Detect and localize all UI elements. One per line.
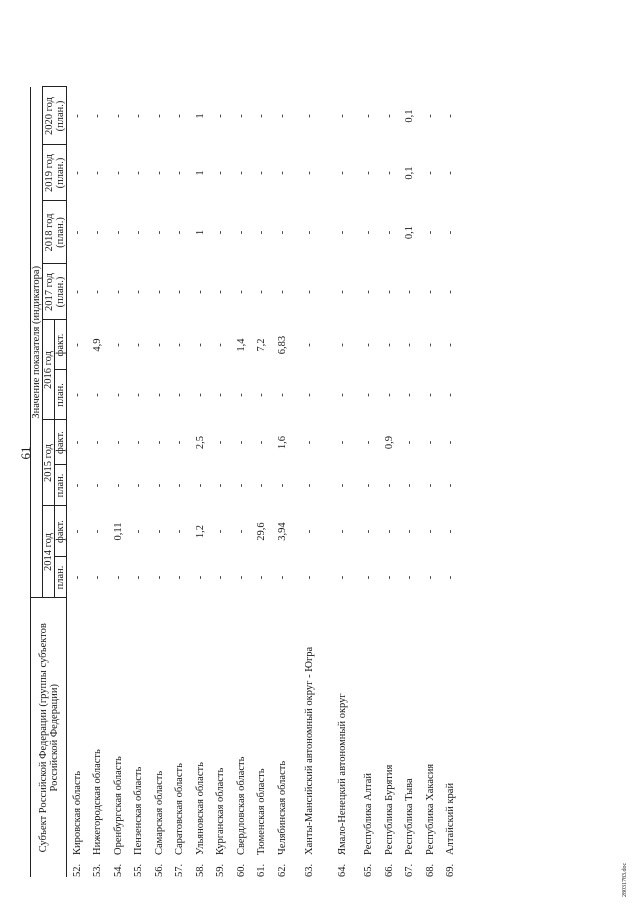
value-cell: - — [235, 114, 247, 118]
value-cell: - — [194, 575, 206, 580]
value-cell: - — [235, 393, 247, 397]
region-name: Свердловская область — [235, 756, 247, 855]
value-cell: - — [424, 393, 436, 397]
indicator-table — [30, 87, 461, 878]
value-cell: - — [71, 529, 83, 534]
value-cell: - — [256, 290, 268, 294]
value-cell: - — [174, 393, 186, 397]
value-cell: - — [174, 343, 186, 347]
value-cell: - — [383, 393, 395, 397]
value-cell: - — [71, 483, 83, 488]
value-cell: - — [71, 171, 83, 175]
value-cell: - — [133, 393, 145, 397]
value-cell: - — [383, 343, 395, 347]
value-cell: - — [112, 290, 124, 294]
value-cell: - — [383, 230, 395, 235]
region-name: Ханты-Мансийский автономный округ - Югра — [303, 646, 315, 855]
value-cell: - — [363, 575, 375, 580]
value-cell: - — [363, 230, 375, 235]
value-cell: - — [383, 171, 395, 175]
year-2020-header: 2020 год (план.) — [43, 87, 67, 145]
value-cell: - — [133, 575, 145, 580]
value-cell: - — [71, 230, 83, 235]
value-cell: - — [424, 440, 436, 445]
value-cell: - — [194, 483, 206, 488]
value-cell: - — [256, 171, 268, 175]
value-cell: 1,4 — [235, 338, 247, 352]
value-cell: - — [383, 290, 395, 294]
value-cell: - — [112, 575, 124, 580]
value-cell: - — [92, 171, 104, 175]
value-cell: - — [303, 483, 315, 488]
value-cell: - — [276, 575, 288, 580]
value-cell: - — [133, 114, 145, 118]
value-group-header: Значение показателя (индикатора) — [31, 87, 43, 598]
value-cell: - — [92, 440, 104, 445]
value-cell: - — [303, 114, 315, 118]
row-number: 58. — [194, 863, 206, 877]
region-name: Ульяновская область — [194, 762, 206, 855]
value-cell: - — [92, 575, 104, 580]
value-cell: - — [303, 575, 315, 580]
value-cell: - — [424, 114, 436, 118]
value-cell: - — [153, 343, 165, 347]
value-cell: - — [336, 529, 348, 534]
fact-2015-header: факт. — [55, 420, 67, 465]
value-cell: - — [153, 440, 165, 445]
value-cell: 6,83 — [276, 335, 288, 355]
table-row — [231, 87, 252, 877]
value-cell: 29,6 — [256, 522, 268, 541]
value-cell: - — [174, 575, 186, 580]
value-cell: - — [404, 529, 416, 534]
value-cell: - — [336, 171, 348, 175]
value-cell: - — [215, 290, 227, 294]
value-cell: - — [303, 393, 315, 397]
value-cell: - — [153, 290, 165, 294]
value-cell: - — [303, 290, 315, 294]
table-row — [359, 87, 380, 877]
region-name: Челябинская область — [276, 760, 288, 855]
document-code: 28031783.doc — [622, 862, 628, 897]
value-cell: - — [92, 483, 104, 488]
value-cell: - — [215, 114, 227, 118]
value-cell: - — [174, 114, 186, 118]
table-row — [441, 87, 462, 877]
value-cell: 0,1 — [404, 225, 416, 240]
value-cell: - — [276, 290, 288, 294]
page-number: 61 — [18, 446, 33, 460]
value-cell: - — [276, 393, 288, 397]
value-cell: - — [256, 575, 268, 580]
value-cell: - — [276, 230, 288, 235]
value-cell: - — [235, 290, 247, 294]
value-cell: - — [336, 343, 348, 347]
table-row — [326, 87, 359, 877]
value-cell: - — [174, 290, 186, 294]
value-cell: 1 — [194, 229, 206, 236]
year-2014-header: 2014 год — [43, 506, 55, 598]
value-cell: 1,6 — [276, 435, 288, 450]
value-cell: - — [215, 393, 227, 397]
row-number: 55. — [133, 863, 145, 877]
table-row — [293, 87, 326, 877]
row-number: 62. — [276, 863, 288, 877]
value-cell: 0,11 — [112, 522, 124, 541]
year-2016-header: 2016 год — [43, 320, 55, 420]
region-name: Республика Хакасия — [424, 763, 436, 855]
value-cell: - — [404, 483, 416, 488]
row-number: 63. — [303, 863, 315, 877]
table-row — [129, 87, 150, 877]
value-cell: - — [112, 393, 124, 397]
table-row — [190, 87, 211, 877]
plan-2016-header: план. — [55, 370, 67, 420]
value-cell: - — [153, 483, 165, 488]
region-name: Курганская область — [215, 767, 227, 855]
value-cell: - — [215, 440, 227, 445]
value-cell: - — [383, 529, 395, 534]
value-cell: - — [256, 114, 268, 118]
value-cell: - — [112, 483, 124, 488]
value-cell: - — [112, 230, 124, 235]
table-row — [88, 87, 109, 877]
row-number: 60. — [235, 863, 247, 877]
value-cell: - — [445, 529, 457, 534]
value-cell: - — [215, 483, 227, 488]
value-cell: - — [363, 393, 375, 397]
value-cell: - — [71, 290, 83, 294]
plan-2015-header: план. — [55, 465, 67, 506]
value-cell: - — [336, 290, 348, 294]
value-cell: - — [112, 171, 124, 175]
value-cell: - — [235, 483, 247, 488]
value-cell: 0,1 — [404, 166, 416, 180]
region-name: Тюменская область — [256, 768, 268, 855]
value-cell: - — [235, 575, 247, 580]
value-cell: - — [363, 343, 375, 347]
value-cell: - — [445, 393, 457, 397]
value-cell: - — [276, 171, 288, 175]
year-2018-header: 2018 год (план.) — [43, 201, 67, 264]
region-name: Самарская область — [153, 770, 165, 855]
table-row — [211, 87, 232, 877]
value-cell: - — [383, 114, 395, 118]
value-cell: - — [174, 440, 186, 445]
table-row — [400, 87, 421, 877]
value-cell: - — [363, 171, 375, 175]
value-cell: - — [71, 114, 83, 118]
value-cell: 4,9 — [92, 338, 104, 352]
row-number: 61. — [256, 863, 268, 877]
value-cell: - — [445, 230, 457, 235]
value-cell: 2,5 — [194, 435, 206, 450]
value-cell: - — [71, 343, 83, 347]
region-name: Саратовская область — [174, 763, 186, 855]
value-cell: - — [303, 230, 315, 235]
region-name: Республика Алтай — [363, 772, 375, 855]
region-name: Республика Тыва — [404, 778, 416, 855]
value-cell: - — [404, 343, 416, 347]
value-cell: - — [153, 114, 165, 118]
value-cell: - — [133, 290, 145, 294]
value-cell: - — [336, 114, 348, 118]
value-cell: - — [215, 343, 227, 347]
value-cell: - — [445, 171, 457, 175]
region-name: Республика Бурятия — [383, 764, 395, 855]
table-row — [170, 87, 191, 877]
value-cell: - — [215, 575, 227, 580]
table-body — [67, 87, 462, 877]
value-cell: - — [133, 483, 145, 488]
value-cell: 3,94 — [276, 522, 288, 541]
value-cell: - — [363, 440, 375, 445]
value-cell: - — [445, 483, 457, 488]
value-cell: - — [194, 290, 206, 294]
value-cell: - — [336, 230, 348, 235]
value-cell: - — [133, 343, 145, 347]
value-cell: - — [153, 171, 165, 175]
subject-header: Субъект Российской Федерации (группы субъектов Российской Федерации) — [31, 598, 67, 877]
table-row — [420, 87, 441, 877]
value-cell: - — [445, 114, 457, 118]
value-cell: - — [424, 230, 436, 235]
value-cell: - — [92, 114, 104, 118]
fact-2016-header: факт. — [55, 320, 67, 370]
region-name: Нижегородская область — [92, 749, 104, 855]
region-name: Оренбургская область — [112, 756, 124, 855]
row-number: 65. — [363, 863, 375, 877]
value-cell: - — [235, 529, 247, 534]
value-cell: - — [71, 393, 83, 397]
row-number: 66. — [383, 863, 395, 877]
value-cell: - — [215, 230, 227, 235]
value-cell: - — [383, 575, 395, 580]
value-cell: - — [424, 343, 436, 347]
value-cell: - — [235, 440, 247, 445]
value-cell: 1 — [194, 170, 206, 176]
value-cell: - — [71, 575, 83, 580]
value-cell: - — [256, 483, 268, 488]
value-cell: - — [383, 483, 395, 488]
value-cell: - — [424, 290, 436, 294]
value-cell: 1,2 — [194, 524, 206, 539]
value-cell: - — [404, 393, 416, 397]
value-cell: - — [256, 230, 268, 235]
value-cell: - — [256, 440, 268, 445]
value-cell: - — [336, 575, 348, 580]
value-cell: - — [174, 483, 186, 488]
table-row — [149, 87, 170, 877]
value-cell: - — [404, 290, 416, 294]
value-cell: - — [92, 290, 104, 294]
value-cell: - — [276, 483, 288, 488]
value-cell: - — [363, 290, 375, 294]
value-cell: 0,1 — [404, 109, 416, 123]
value-cell: - — [153, 575, 165, 580]
row-number: 56. — [153, 863, 165, 877]
table-row — [67, 87, 88, 877]
value-cell: - — [112, 343, 124, 347]
row-number: 54. — [112, 863, 124, 877]
value-cell: - — [445, 343, 457, 347]
value-cell: - — [303, 529, 315, 534]
value-cell: - — [92, 393, 104, 397]
value-cell: - — [256, 393, 268, 397]
value-cell: - — [363, 114, 375, 118]
value-cell: - — [133, 230, 145, 235]
value-cell: - — [445, 575, 457, 580]
row-number: 69. — [445, 863, 457, 877]
value-cell: - — [336, 393, 348, 397]
value-cell: - — [215, 529, 227, 534]
value-cell: - — [174, 529, 186, 534]
value-cell: - — [303, 343, 315, 347]
year-2017-header: 2017 год (план.) — [43, 264, 67, 320]
value-cell: - — [336, 440, 348, 445]
row-number: 59. — [215, 863, 227, 877]
value-cell: - — [445, 440, 457, 445]
value-cell: - — [133, 171, 145, 175]
value-cell: - — [404, 575, 416, 580]
value-cell: - — [363, 529, 375, 534]
value-cell: - — [133, 529, 145, 534]
value-cell: - — [153, 529, 165, 534]
value-cell: - — [303, 440, 315, 445]
value-cell: - — [133, 440, 145, 445]
value-cell: - — [112, 114, 124, 118]
value-cell: - — [235, 171, 247, 175]
value-cell: - — [71, 440, 83, 445]
value-cell: - — [445, 290, 457, 294]
value-cell: - — [235, 230, 247, 235]
region-name: Пензенская область — [133, 766, 145, 855]
value-cell: - — [363, 483, 375, 488]
value-cell: - — [194, 393, 206, 397]
value-cell: - — [215, 171, 227, 175]
plan-2014-header: план. — [55, 557, 67, 598]
row-number: 57. — [174, 863, 186, 877]
value-cell: - — [424, 529, 436, 534]
value-cell: 7,2 — [256, 338, 268, 352]
year-2019-header: 2019 год (план.) — [43, 145, 67, 201]
value-cell: - — [92, 230, 104, 235]
value-cell: - — [174, 230, 186, 235]
row-number: 52. — [71, 863, 83, 877]
value-cell: - — [424, 575, 436, 580]
table-row — [108, 87, 129, 877]
value-cell: - — [153, 230, 165, 235]
table-row — [272, 87, 293, 877]
table-row — [252, 87, 273, 877]
value-cell: - — [112, 440, 124, 445]
value-cell: - — [424, 171, 436, 175]
row-number: 67. — [404, 863, 416, 877]
value-cell: - — [153, 393, 165, 397]
value-cell: 1 — [194, 113, 206, 119]
region-name: Ямало-Ненецкий автономный округ — [336, 693, 348, 855]
value-cell: - — [303, 171, 315, 175]
fact-2014-header: факт. — [55, 506, 67, 557]
value-cell: - — [92, 529, 104, 534]
value-cell: - — [336, 483, 348, 488]
region-name: Алтайский край — [445, 782, 457, 855]
value-cell: - — [174, 171, 186, 175]
value-cell: 0,9 — [383, 435, 395, 450]
value-cell: - — [424, 483, 436, 488]
row-number: 53. — [92, 863, 104, 877]
row-number: 64. — [336, 863, 348, 877]
year-2015-header: 2015 год — [43, 420, 55, 506]
table-row — [379, 87, 400, 877]
value-cell: - — [194, 343, 206, 347]
row-number: 68. — [424, 863, 436, 877]
value-cell: - — [276, 114, 288, 118]
region-name: Кировская область — [71, 770, 83, 855]
value-cell: - — [404, 440, 416, 445]
